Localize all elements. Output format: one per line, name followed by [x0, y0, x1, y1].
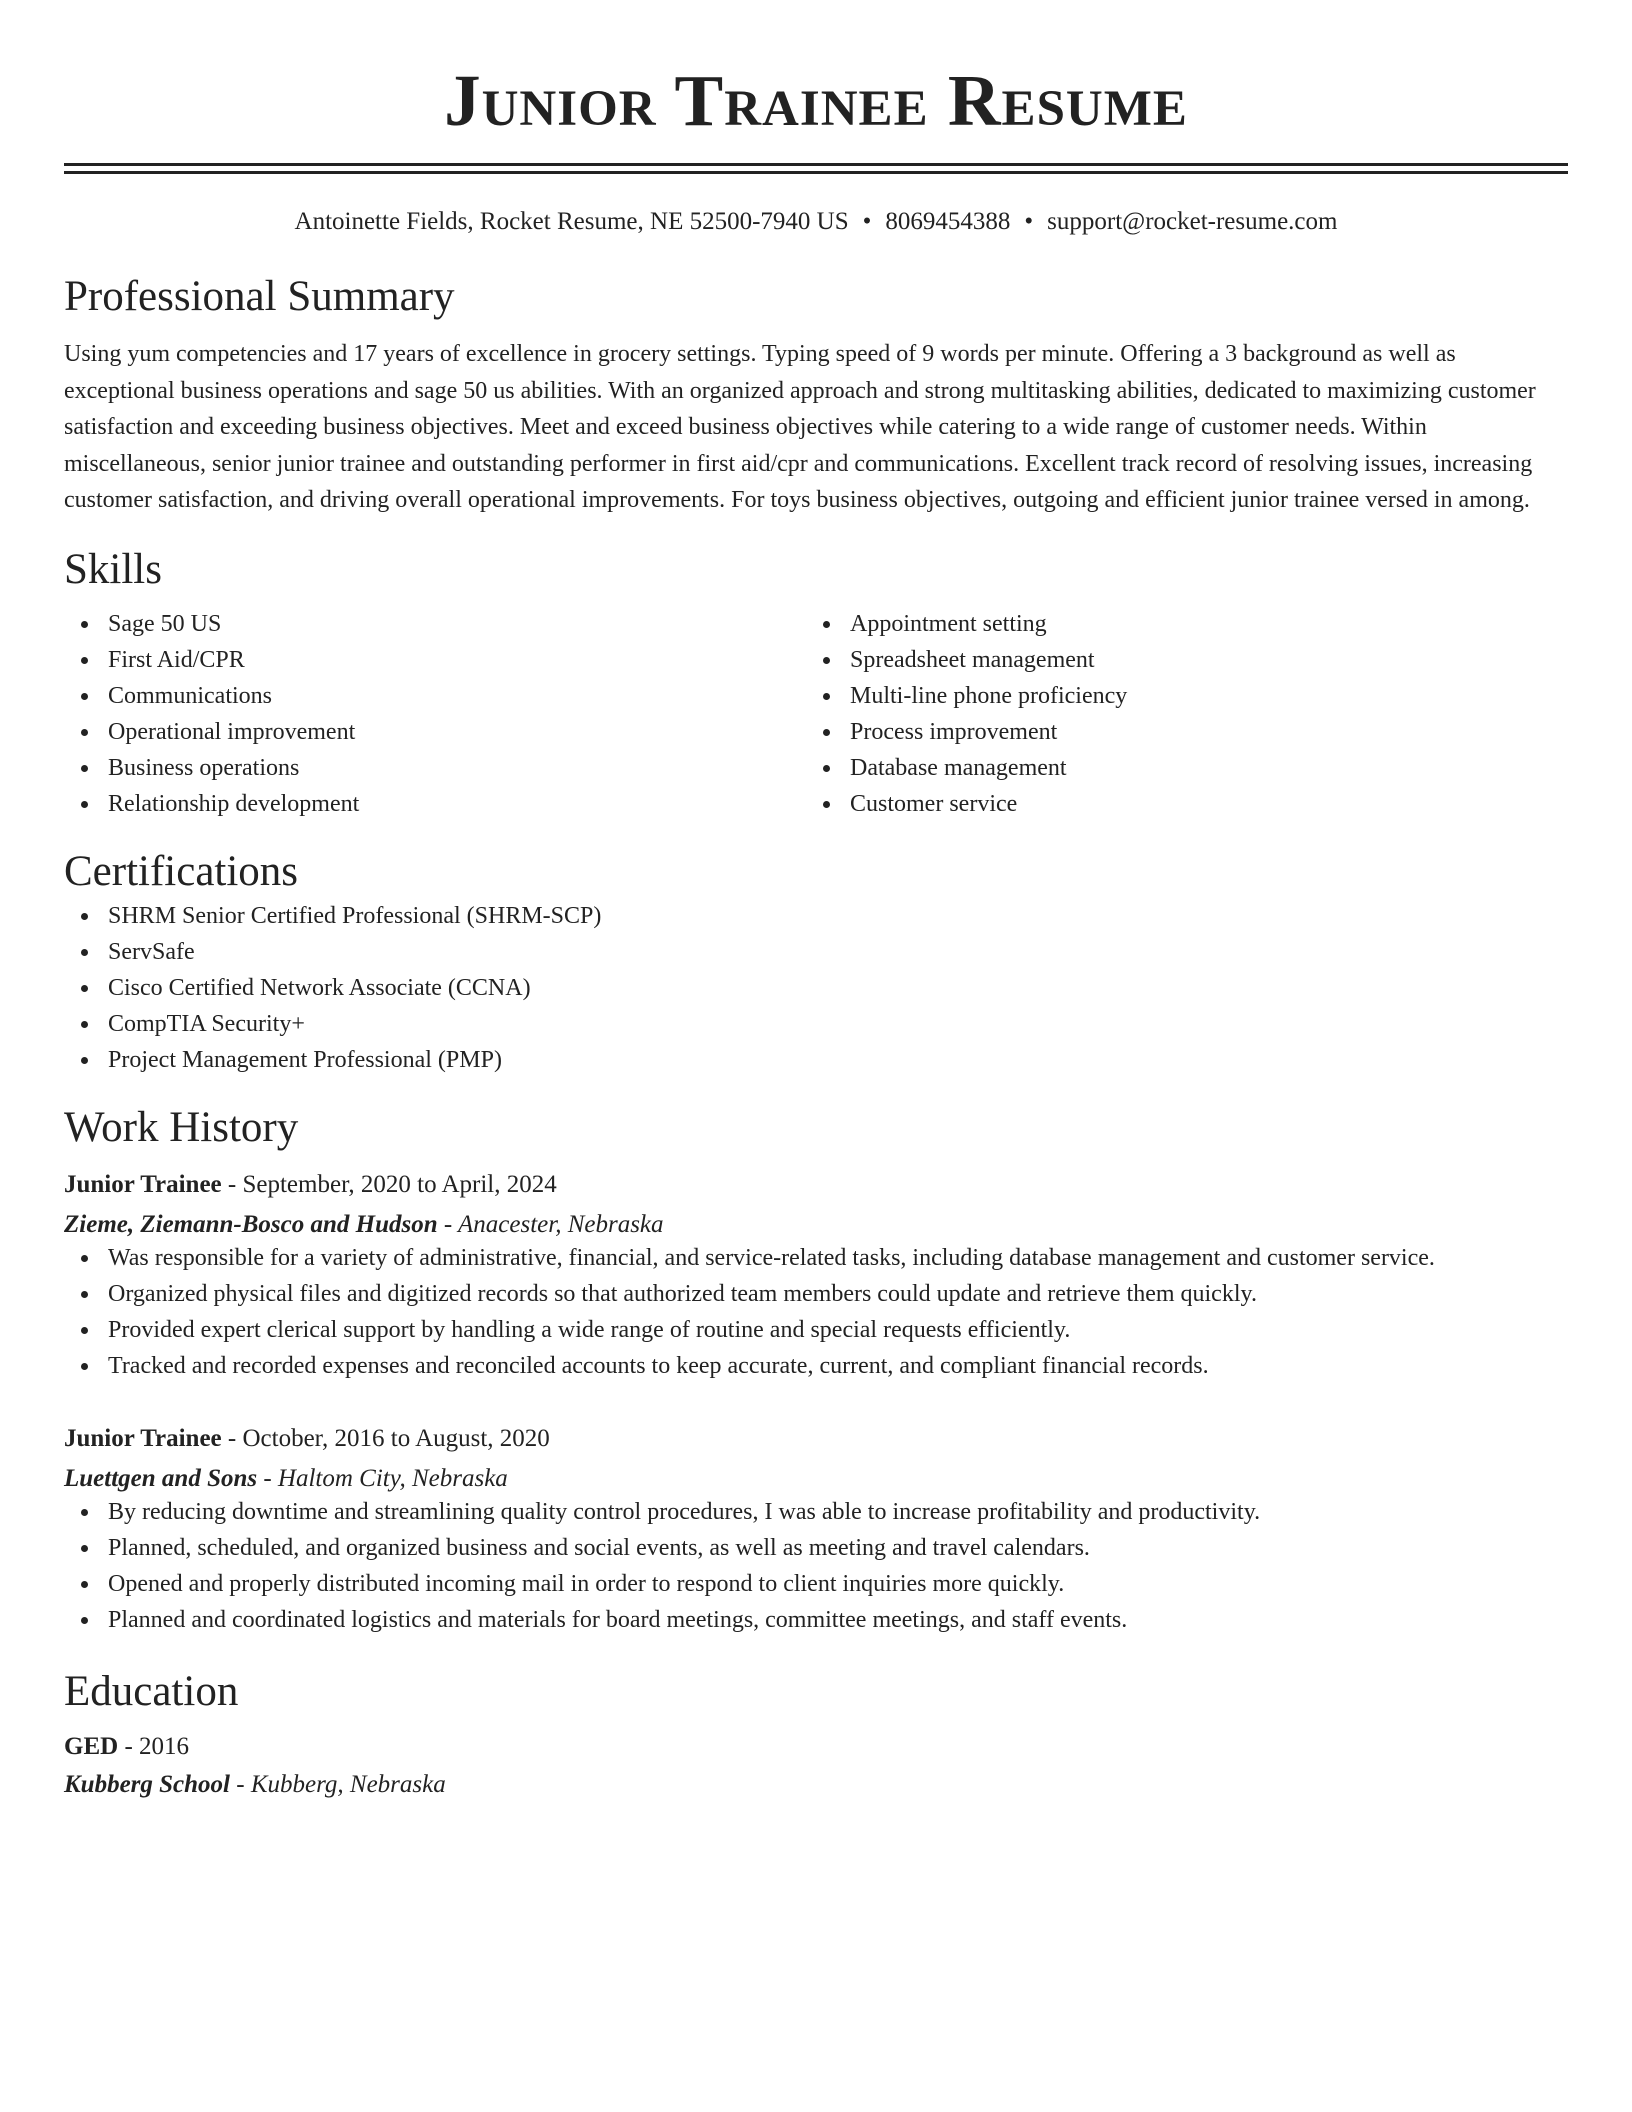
contact-email[interactable]: support@rocket-resume.com	[1047, 208, 1338, 235]
title-divider	[64, 163, 1568, 174]
certification-item: SHRM Senior Certified Professional (SHRM-SCP)	[64, 898, 1568, 934]
employer-name: Zieme, Ziemann-Bosco and Hudson	[64, 1210, 438, 1238]
job-duty-item: Organized physical files and digitized records so that authorized team members could update and retrieve them quickly.	[64, 1276, 1568, 1312]
school-line	[64, 1770, 1568, 1800]
job-duty-item: Was responsible for a variety of administrative, financial, and service-related tasks, including database management and customer service.	[64, 1240, 1568, 1276]
school-location: - Kubberg, Nebraska	[230, 1770, 446, 1798]
education-entry	[64, 1732, 1568, 1800]
employer-name: Luettgen and Sons	[64, 1464, 258, 1492]
job-duty-item: Tracked and recorded expenses and reconciled accounts to keep accurate, current, and compliant financial records.	[64, 1348, 1568, 1384]
skill-item: Communications	[64, 678, 806, 714]
skills-column-left	[64, 606, 806, 822]
degree-name: GED	[64, 1732, 119, 1760]
job-dates: - October, 2016 to August, 2020	[221, 1424, 550, 1452]
certification-item: Project Management Professional (PMP)	[64, 1042, 1568, 1078]
skill-item: First Aid/CPR	[64, 642, 806, 678]
job-title-line	[64, 1424, 1568, 1454]
skill-item: Operational improvement	[64, 714, 806, 750]
skill-item: Spreadsheet management	[806, 642, 1548, 678]
contact-phone[interactable]: 8069454388	[885, 208, 1011, 235]
job-duty-item: Planned, scheduled, and organized business and social events, as well as meeting and travel calendars.	[64, 1530, 1568, 1566]
contact-address: Antoinette Fields, Rocket Resume, NE 52500-7940 US	[294, 208, 849, 235]
job-dates: - September, 2020 to April, 2024	[221, 1170, 557, 1198]
certifications-list	[64, 898, 1568, 1078]
skill-item: Relationship development	[64, 786, 806, 822]
work-history-heading: Work History	[64, 1103, 299, 1151]
certification-item: CompTIA Security+	[64, 1006, 1568, 1042]
summary-text: Using yum competencies and 17 years of excellence in grocery settings. Typing speed of 9 words per minute. Offering a 3 background as well as exceptional business operations and sage 50 us abilities. With an organized approach and strong multitasking abilities, dedicated to maximizing customer satisfaction and exceeding business objectives. Meet and exceed business objectives while catering to a wide range of customer needs. Within miscellaneous, senior junior trainee and outstanding performer in first aid/cpr and communications. Excellent track record of resolving issues, increasing customer satisfaction, and driving overall operational improvements. For toys business objectives, outgoing and efficient junior trainee versed in among.	[64, 341, 1536, 513]
job-entry	[64, 1424, 1568, 1638]
job-duty-item: Opened and properly distributed incoming mail in order to respond to client inquiries more quickly.	[64, 1566, 1568, 1602]
skills-column-right	[806, 606, 1548, 822]
skill-item: Appointment setting	[806, 606, 1548, 642]
job-duty-item: Planned and coordinated logistics and materials for board meetings, committee meetings, and staff events.	[64, 1602, 1568, 1638]
job-title: Junior Trainee	[64, 1170, 222, 1198]
job-duty-item: Provided expert clerical support by handling a wide range of routine and special requests efficiently.	[64, 1312, 1568, 1348]
summary-heading: Professional Summary	[64, 273, 455, 320]
job-duties-list	[64, 1240, 1568, 1384]
job-duties-list	[64, 1494, 1568, 1638]
certifications-heading: Certifications	[64, 847, 299, 895]
resume-title: Junior Trainee Resume	[444, 60, 1188, 141]
degree-year: - 2016	[118, 1732, 190, 1760]
job-title-line	[64, 1170, 1568, 1200]
skill-item: Sage 50 US	[64, 606, 806, 642]
skills-heading: Skills	[64, 545, 162, 593]
skills-grid	[64, 606, 1568, 822]
skill-item: Database management	[806, 750, 1548, 786]
employer-location: - Haltom City, Nebraska	[257, 1464, 508, 1492]
employer-location: - Anacester, Nebraska	[437, 1210, 664, 1238]
school-name: Kubberg School	[64, 1770, 231, 1798]
certification-item: Cisco Certified Network Associate (CCNA)	[64, 970, 1568, 1006]
employer-line	[64, 1464, 1568, 1494]
education-heading: Education	[64, 1667, 239, 1715]
job-duty-item: By reducing downtime and streamlining quality control procedures, I was able to increase profitability and productivity.	[64, 1494, 1568, 1530]
skill-item: Process improvement	[806, 714, 1548, 750]
skill-item: Multi-line phone proficiency	[806, 678, 1548, 714]
skill-item: Customer service	[806, 786, 1548, 822]
skill-item: Business operations	[64, 750, 806, 786]
contact-separator: •	[1024, 208, 1034, 235]
contact-separator: •	[862, 208, 872, 235]
contact-line	[64, 207, 1568, 237]
certification-item: ServSafe	[64, 934, 1568, 970]
job-entry	[64, 1170, 1568, 1384]
employer-line	[64, 1210, 1568, 1240]
degree-line	[64, 1732, 1568, 1762]
job-title: Junior Trainee	[64, 1424, 222, 1452]
